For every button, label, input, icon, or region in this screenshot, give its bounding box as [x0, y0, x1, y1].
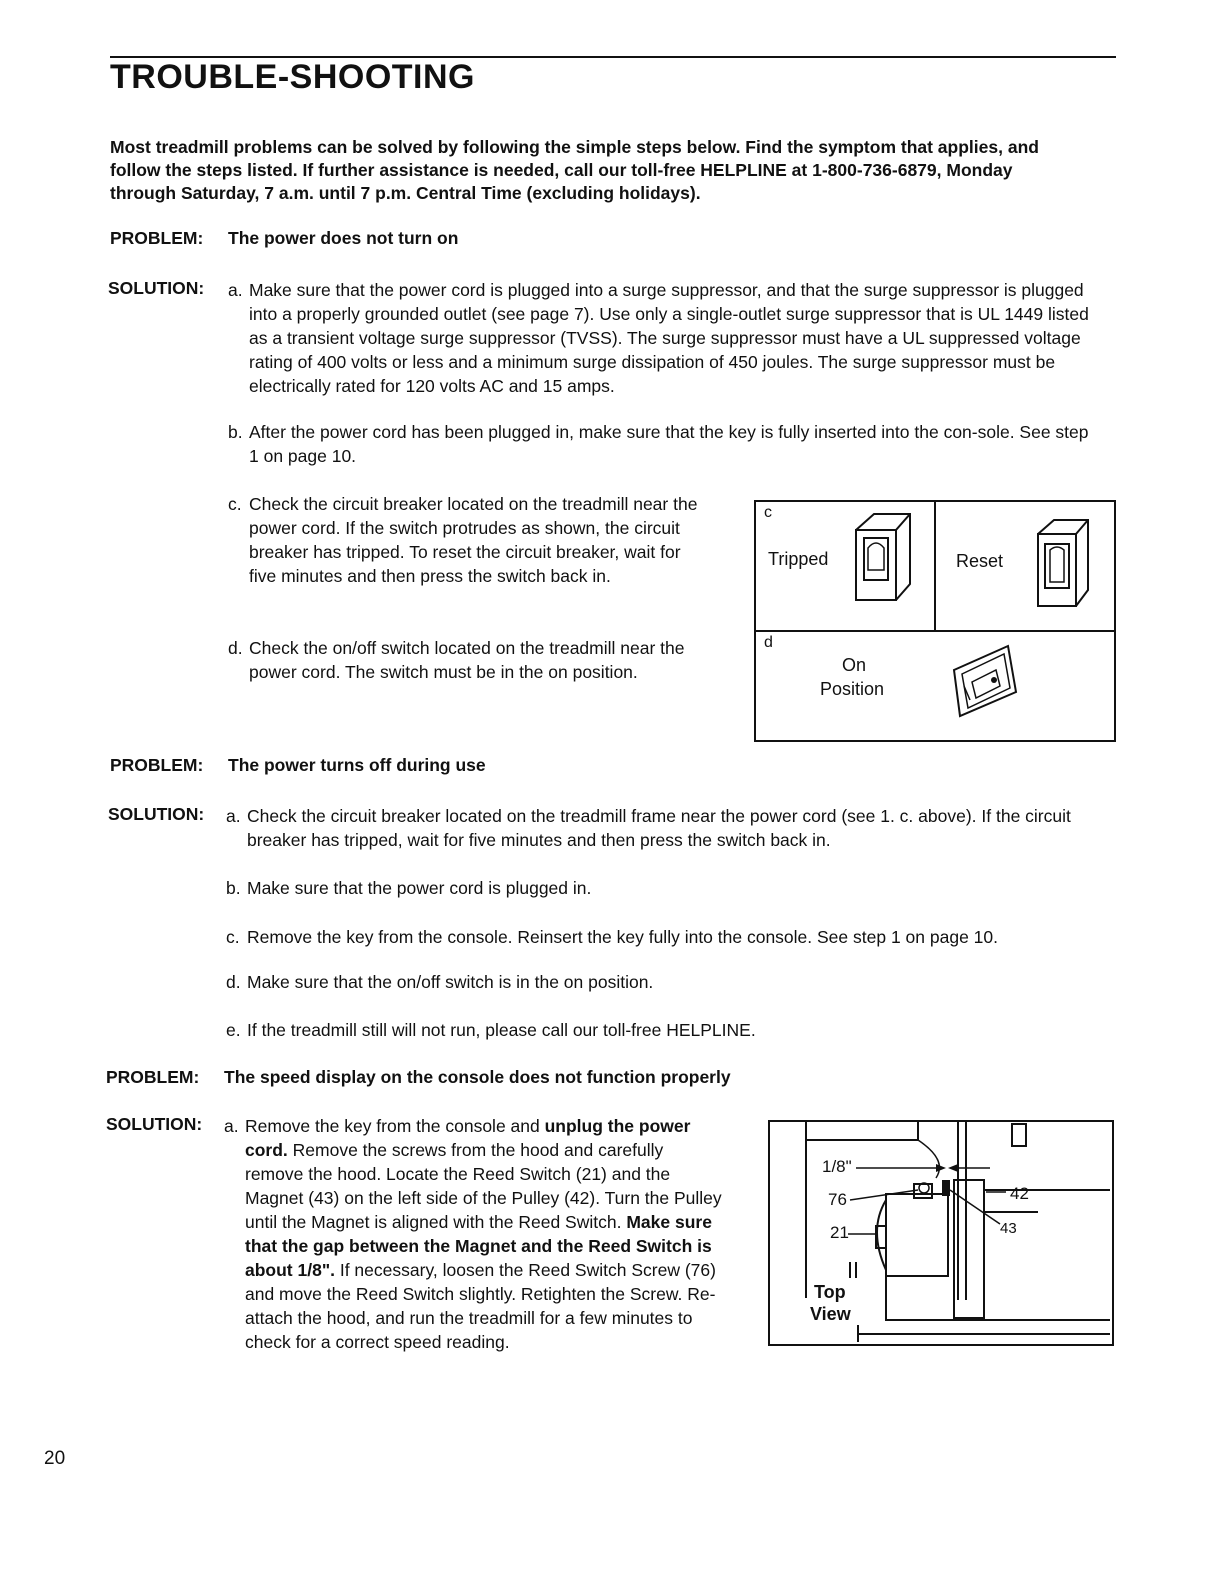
figure-d-label: d	[764, 634, 773, 651]
item-marker: b.	[228, 422, 243, 442]
pulley-42-label: 42	[1010, 1184, 1029, 1203]
item-bold-part: unplug the power cord.	[245, 1116, 691, 1160]
solution-item-1b	[228, 420, 1098, 468]
page-number: 20	[44, 1448, 66, 1469]
problem-text: The speed display on the console does not function properly	[224, 1067, 731, 1087]
item-text: Remove the key from the console. Reinsert the key fully into the console. See step 1 on page 10.	[247, 927, 998, 947]
solution-item-2d	[226, 970, 1106, 994]
top-label: Top	[814, 1282, 846, 1302]
item-text-part: Remove the screws from the hood and carefully remove the hood. Locate the Reed Switch (21) and the Magnet (43) on the left side of the Pulley (42). Turn the Pulley until the Magnet is aligned with the Reed Switch.	[245, 1140, 722, 1232]
problem-heading-2	[110, 755, 486, 776]
reset-label: Reset	[956, 551, 1004, 571]
intro-paragraph: Most treadmill problems can be solved by following the simple steps below. Find the symptom that applies, and follow the steps listed. If further assistance is needed, call our toll-free HELPLINE at 1-800-736-6879, Monday through Saturday, 7 a.m. until 7 p.m. Central Time (excluding holidays).	[110, 137, 1039, 203]
tripped-label: Tripped	[768, 549, 829, 569]
item-marker: b.	[226, 878, 241, 898]
item-text: Make sure that the power cord is plugged into a surge suppressor, and that the surge suppressor is plugged into a properly grounded outlet (see page 7). Use only a single-outlet surge suppressor that is UL 1449 listed as a transient voltage surge suppressor (TVSS). The surge suppressor must have a UL suppressed voltage rating of 400 volts or less and a minimum surge dissipation of 450 joules. The surge suppressor must be electrically rated for 120 volts AC and 15 amps.	[249, 280, 1089, 396]
figure-c-label: c	[764, 504, 772, 521]
page-title: TROUBLE-SHOOTING	[110, 58, 475, 96]
solution-item-1c	[228, 492, 710, 588]
item-text-part: If necessary, loosen the Reed Switch Screw (76) and move the Reed Switch slightly. Retighten the Screw. Re-attach the hood, and run the treadmill for a few minutes to check for a correct speed reading.	[245, 1260, 716, 1352]
solution-label-3: SOLUTION:	[106, 1114, 203, 1134]
item-marker: d.	[226, 972, 241, 992]
gap-label: 1/8"	[822, 1157, 852, 1176]
item-marker: a.	[226, 806, 241, 826]
screw-76-label: 76	[828, 1190, 847, 1209]
problem-text: The power turns off during use	[228, 755, 486, 775]
problem-text: The power does not turn on	[228, 228, 459, 248]
item-marker: d.	[228, 638, 243, 658]
item-bold-part: Make sure that the gap between the Magnet and the Reed Switch is about 1/8".	[245, 1212, 712, 1280]
item-text: Make sure that the power cord is plugged in.	[247, 878, 592, 898]
item-text-part: Remove the key from the console and	[245, 1116, 545, 1136]
reed-switch-21-label: 21	[830, 1223, 849, 1242]
item-text: Check the circuit breaker located on the treadmill near the power cord. If the switch protrudes as shown, the circuit breaker has tripped. To reset the circuit breaker, wait for five minutes and then press the switch back in.	[249, 494, 698, 586]
problem-label: PROBLEM:	[110, 228, 204, 248]
item-text: Check the circuit breaker located on the treadmill frame near the power cord (see 1. c. above). If the circuit breaker has tripped, wait for five minutes and then press the switch back in.	[247, 806, 1071, 850]
solution-item-3a	[224, 1114, 724, 1354]
problem-heading-1	[110, 228, 458, 249]
view-label: View	[810, 1304, 851, 1324]
onoff-panel	[754, 630, 1116, 742]
solution-item-2a	[226, 804, 1106, 852]
magnet-43-label: 43	[1000, 1220, 1017, 1237]
position-label: Position	[820, 679, 885, 699]
solution-item-2b	[226, 876, 1106, 900]
item-marker: c.	[228, 494, 242, 514]
onoff-switch-icon	[950, 640, 1030, 720]
on-label: On	[842, 655, 867, 675]
item-marker: c.	[226, 927, 240, 947]
tripped-breaker-icon	[850, 508, 920, 608]
problem-label: PROBLEM:	[106, 1067, 200, 1087]
item-text: Check the on/off switch located on the treadmill near the power cord. The switch must be in the on position.	[249, 638, 685, 682]
solution-item-1d	[228, 636, 710, 684]
reset-breaker-icon	[1032, 514, 1102, 614]
item-marker: a.	[228, 280, 243, 300]
problem-label: PROBLEM:	[110, 755, 204, 775]
item-marker: e.	[226, 1020, 241, 1040]
item-text: After the power cord has been plugged in, make sure that the key is fully inserted into the con-sole. See step 1 on page 10.	[249, 422, 1089, 466]
solution-item-2c	[226, 925, 1126, 949]
item-text: If the treadmill still will not run, please call our toll-free HELPLINE.	[247, 1020, 756, 1040]
item-text	[245, 1114, 724, 1354]
solution-item-1a	[228, 278, 1108, 398]
item-marker: a.	[224, 1116, 239, 1136]
solution-item-2e	[226, 1018, 1106, 1042]
item-text: Make sure that the on/off switch is in the on position.	[247, 972, 654, 992]
problem-heading-3	[106, 1067, 731, 1088]
solution-label-1: SOLUTION:	[108, 278, 205, 298]
solution-label-2: SOLUTION:	[108, 804, 205, 824]
